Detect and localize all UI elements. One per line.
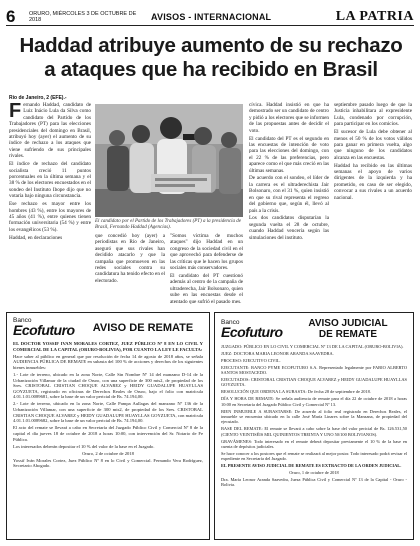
logo-top-text: Banco [221,318,240,326]
page-number: 6 [6,6,16,26]
paragraph: "Somos víctima de muchos ataques" dijo Haddad en un congreso de la sociedad civil en el que aprovechó para defenderse de las críticas que le hacen los grupos sociales más conservadores. [170,233,243,272]
notice-signatures: Dra. María Leonor Aranda Saavedra, Jueza Pública Civil y Comercial Nº 13 de la Capital - Oruro - Bolivia. [221,477,407,488]
notice-title-block [289,318,407,340]
notice-signatures: Yossif Iván Morales Cortez, Juez Público Nº 8 en lo Civil y Comercial. Fernando Vera Rodríguez, Secretario Abogado. [13,457,203,469]
paragraph: ernando Haddad, candidato de Luiz Inácio Lula da Silva como candidato del Partido de los Trabajadores (PT) para las elecciones presidenciales del domingo en Brasil, atribuyó hoy (ayer) el aumento de su índice de rechazo a los ataques que viene sufriendo de sus principales rivales. [9,102,91,160]
notice-paragraph: EJECUTANTE: BANCO PYME ECOFUTURO S.A. Representado legalmente por FABIO ALBERTO SANTOS MOSTACEDO. [221,364,407,376]
article-column-5 [249,102,329,306]
notice-title: AVISO DE REMATE [92,321,194,334]
paragraph: Haddad ha recibido en las últimas semanas el apoyo de varios dirigentes de la izquierda y ha prometido, en caso de ser elegido, convocar a sus rivales a un acuerdo nacional. [334,162,412,201]
paragraph: Haddad, en declaraciones [9,234,63,241]
newspaper-logo: LA PATRIA [335,8,414,24]
page-header [6,8,414,26]
article-photo [95,104,243,217]
notice-title-line-1: AVISO JUDICIAL [308,318,388,329]
logo-top-text: Banco [13,317,32,324]
notice-paragraph: EL PRESENTE AVISO JUDICIAL DE REMATE ES EXTRACTO DE LA ORDEN JUDICIAL. [221,463,402,469]
issue-date: ORURO, MIÉRCOLES 3 DE OCTUBRE DE 2018 [29,10,137,23]
article-column-3 [170,233,243,306]
section-title: AVISOS - INTERNACIONAL [151,11,272,22]
notice-paragraph: El acto del remate se llevará a cabo en Secretaría del Juzgado Público Civil y Comercial Nº 8 de la capital el día jueves 18 de octubre de 2018 a horas 10:00, con intervención del Sr. Notario de Fe Pública. [13,425,203,442]
notice-paragraph: DÍA Y HORA DE REMATE: Se señala audiencia de remate para el día 22 de octubre de 2018 a horas 10:00 en Secretaría del Juzgado Público Civil y Comercial Nº 13. [221,396,407,407]
article-column-2 [95,233,165,306]
ecofuturo-logo [13,318,83,337]
notice-date: Oruro, 2 de octubre de 2018 [82,450,134,456]
notice-paragraph: BASE DEL REMATE: El remate se llevará a cabo sobre la base del valor pericial de Bs. 126.531,50 (CIENTO VEINTISÉIS MIL QUINIENTOS TREINTA Y UNO 50/100 BOLIVIANOS). [221,426,407,437]
notice-paragraph: Se hace conocer a los postores que el remate se realizará al mejor postor. Todo interesado podrá revisar el expediente en Secretaría del Juzgado. [221,450,407,462]
notice-paragraph: JUZGADO: PÚBLICO EN LO CIVIL Y COMERCIAL Nº 13 DE LA CAPITAL (ORURO-BOLIVIA). [221,344,404,349]
paragraph: cívica. Haddad insistió en que ha demostrado ser un candidato de centro y pidió a los electores que se informen de las propuestas antes de decidir el voto. [249,102,329,134]
notice-paragraph: EL DOCTOR YOSSIF IVAN MORALES CORTEZ, JUEZ PÚBLICO Nº 8 EN LO CIVIL Y COMERCIAL DE LA CAPITAL (ORURO-BOLIVIA), POR CUANTO LA LEY LE FACULTA: [13,341,203,352]
paragraph: El candidato del PT es el segundo en las encuestas de intención de voto para las elecciones del domingo, con el 22 % de las preferencias, pero aparece como el que más creció en las últimas semanas. [249,135,329,174]
paragraph: que concedió hoy (ayer) a periodistas en Río de Janeiro, aseguró que sus rivales han decidido atacarlo y que la campaña que promueven en las redes sociales contra su candidatura ha tenido efecto en el electorado. [95,233,165,284]
notice-paragraph: Hace saber al público en general que por resolución de fecha 14 de agosto de 2018 años, se señala AUDIENCIA PÚBLICA DE REMATE en subasta del 100 % de acciones y derechos de los siguientes bienes inmuebles: [13,353,203,370]
logo-main-text: Ecofuturo [13,322,75,338]
notice-paragraph: PROCESO: EJECUTIVO CIVIL. [221,357,281,363]
notice-paragraph: RESOLUCIÓN QUE ORDENA LA SUBASTA: De fecha 28 de septiembre de 2018. [221,389,371,395]
notice-paragraph: BIEN INMUEBLE A SUBASTARSE: De acuerdo al folio real registrado en Derechos Reales, el inmueble se encuentra ubicado en la calle José María Linares sobre la Manzana, de propiedad del ejecutado. [221,408,407,425]
notice-date: Oruro, 1 de octubre de 2018 [289,470,339,476]
auction-notice-right [214,312,414,540]
paragraph: De acuerdo con el sondeo, el líder de la carrera es el ultraderechista Jair Bolsonaro, con el 31 %, quien insistió en que su rival representa el regreso del gobierno que, según él, llevó al país a la crisis. [249,175,329,214]
article-dateline: Río de Janeiro, 2 (EFE).- [9,95,67,101]
notice-paragraph: GRAVÁMENES: Todo interesado en el remate deberá depositar previamente el 10 % de la base en cuenta de depósitos judiciales. [221,438,407,449]
article-column-6 [334,102,412,306]
paragraph: El índice de rechazo del candidato socialista creció 11 puntos porcentuales en la última semana y el 38 % de los electores encuestados en el sondeo del Instituto Ibope dijo que no votaría bajo ninguna circunstancia. [9,161,91,200]
drop-cap: F [9,102,22,122]
notice-paragraph: 1.- Lote de terreno, ubicado en la zona Norte, Calle Sin Nombre Nº 14 del manzano D-14 de la Urbanización Villamar de la ciudad de Oruro, con una superficie de 300 mts2, de propiedad de los Sres. CRISTOBAL CRISTIAN CHOQUE ALVAREZ y HEIDY GUADALUPE HUAYLLAS GOYZUETA, registrado en oficinas de Derechos Reales de Oruro, bajo el folio con matrícula 4.01.1.01.0089681, sobre la base de un valor pericial de Bs. 74.194,00. [13,371,203,400]
notice-paragraph: JUEZ: DOCTORA MARIA LEONOR ARANDA SAAVEDRA. [221,350,334,356]
ecofuturo-logo [221,320,289,339]
photo-caption: El candidato por el Partido de los Trabajadores (PT) a la presidencia de Brasil, Fernando Haddad (Agencias). [95,219,242,230]
notice-paragraph: 2.- Lote de terreno, ubicado en la zona Norte, Calle Pampa Aullagas del manzano Nº 136 de la Urbanización Villamar, con una superficie de 300 mts2, de propiedad de los Sres. CRISTOBAL CRISTIAN CHOQUE ALVAREZ y HEIDY GUADALUPE HUAYLLAS GOYZUETA, con matrícula 4.01.1.01.0089682, sobre la base de un valor pericial de Bs. 74.194,00. [13,401,203,424]
auction-notice-left [6,312,210,540]
paragraph: Los dos candidatos disputarían la segunda vuelta el 28 de octubre, cuando Haddad vencería según las simulaciones del instituto. [249,215,329,241]
logo-main-text: Ecofuturo [221,323,283,340]
notice-paragraph: EJECUTADOS: CRISTOBAL CRISTIAN CHOQUE ALVAREZ y HEIDY GUADALUPE HUAYLLAS GOYZUETA. [221,377,407,388]
notice-title-line-2: DE REMATE [318,329,378,340]
paragraph: El candidato del PT cuestionó además al centro de la campaña de ultraderecha, Jair Bolsonaro, quien sube en las encuestas desde el atentado que sufrió el pasado mes. [170,272,243,305]
paragraph: Ese rechazo es mayor entre los hombres (43 %), entre los mayores de 45 años (41 %), entre quienes tienen formación universitaria (54 %) y entre los evangélicos (53 %). [9,201,91,233]
article-column-1 [9,102,91,306]
notice-paragraph: Los interesados deberán depositar el 10 % del valor de la base en el Juzgado. [13,443,155,449]
paragraph: septiembre pasado luego de que la Justicia inhabilitara al expresidente Lula, condenado por corrupción, para participar en los comicios. [334,102,412,128]
article-headline: Haddad atribuye aumento de su rechazo a ataques que ha recibido en Brasil [19,34,403,81]
paragraph: El sucesor de Lula debe obtener al menos el 50 % de los votos válidos para ganar en primera vuelta, algo que ninguno de los candidatos alcanza en las encuestas. [334,129,412,161]
